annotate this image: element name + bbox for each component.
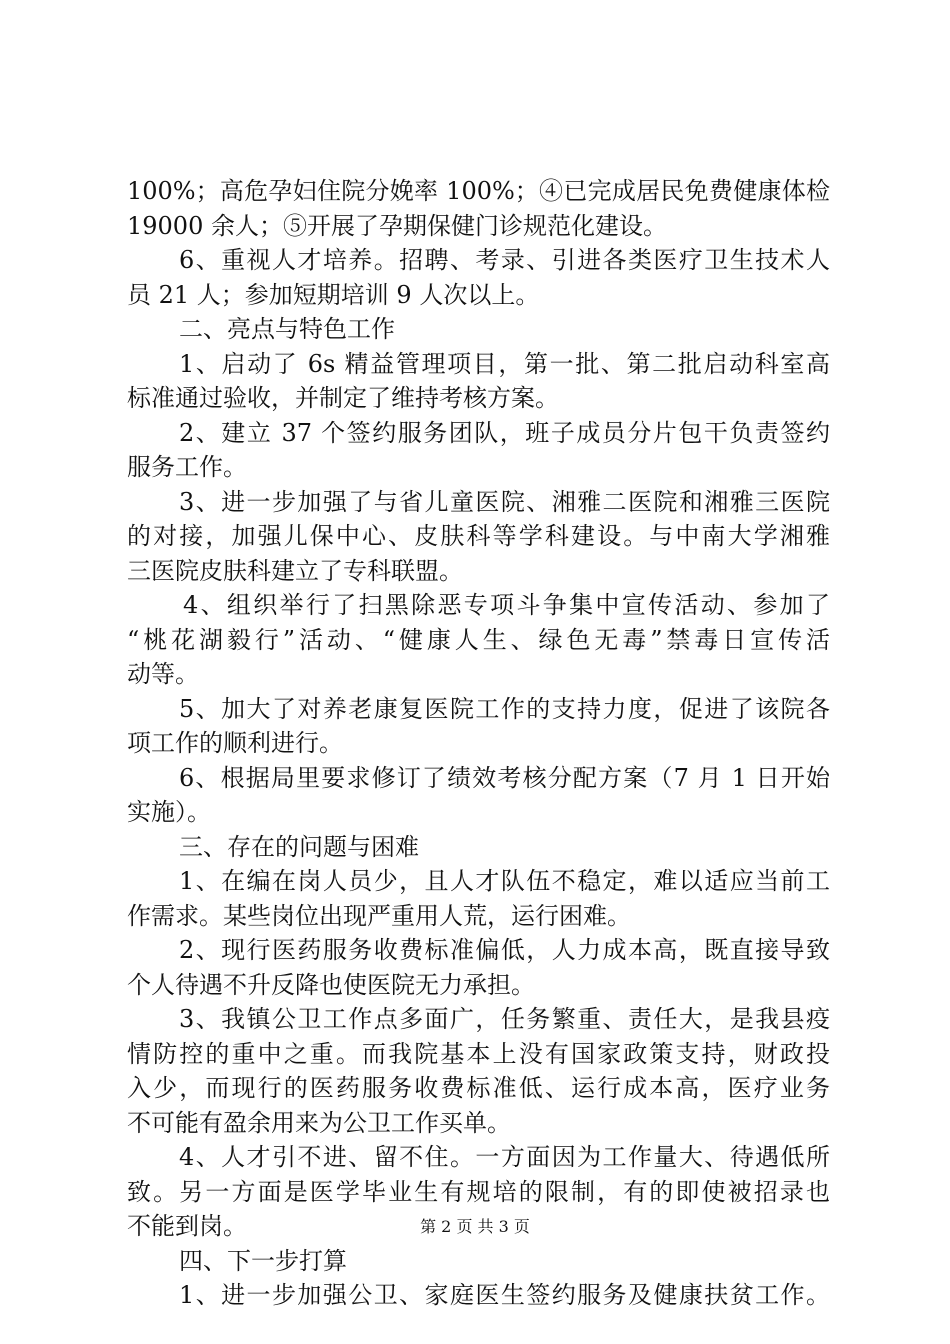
document-body (127, 174, 830, 1313)
text-line: 四、下一步打算 (179, 1246, 347, 1275)
text-line: 4、组织举行了扫黑除恶专项斗争集中宣传活动、参加了 (183, 591, 830, 619)
text-line: 4、人才引不进、留不住。一方面因为工作量大、待遇低所 (179, 1143, 830, 1171)
text-line: 情防控的重中之重。而我院基本上没有国家政策支持，财政投 (127, 1039, 830, 1068)
text-line: 1、进一步加强公卫、家庭医生签约服务及健康扶贫工作。 (179, 1281, 830, 1309)
text-line: 动等。 (127, 660, 199, 688)
text-line: 的对接，加强儿保中心、皮肤科等学科建设。与中南大学湘雅 (127, 522, 830, 550)
text-line: 不可能有盈余用来为公卫工作买单。 (127, 1108, 511, 1137)
text-line: 3、进一步加强了与省儿童医院、湘雅二医院和湘雅三医院 (179, 487, 830, 516)
text-line: 个人待遇不升反降也使医院无力承担。 (127, 970, 535, 999)
page-footer: 第 2 页 共 3 页 (420, 1217, 530, 1236)
text-line: 致。另一方面是医学毕业生有规培的限制，有的即使被招录也 (127, 1177, 830, 1206)
text-line: 6、根据局里要求修订了绩效考核分配方案（7 月 1 日开始 (179, 763, 830, 792)
text-line: 2、现行医药服务收费标准偏低，人力成本高，既直接导致 (179, 936, 830, 964)
text-line: 三医院皮肤科建立了专科联盟。 (127, 556, 463, 585)
text-line: 服务工作。 (127, 453, 247, 481)
text-line: 项工作的顺利进行。 (127, 729, 343, 757)
text-line: 1、在编在岗人员少，且人才队伍不稳定，难以适应当前工 (179, 867, 830, 895)
text-line: 6、重视人才培养。招聘、考录、引进各类医疗卫生技术人 (179, 246, 830, 274)
text-line: 19000 余人；⑤开展了孕期保健门诊规范化建设。 (127, 211, 667, 240)
text-line: 二、亮点与特色工作 (179, 315, 395, 343)
text-line: 入少，而现行的医药服务收费标准低、运行成本高，医疗业务 (127, 1074, 830, 1102)
text-line: 2、建立 37 个签约服务团队，班子成员分片包干负责签约 (179, 418, 830, 447)
text-line: “桃花湖毅行”活动、“健康人生、绿色无毒”禁毒日宣传活 (127, 625, 830, 654)
text-line: 作需求。某些岗位出现严重用人荒，运行困难。 (127, 901, 631, 930)
text-line: 100%；高危孕妇住院分娩率 100%；④已完成居民免费健康体检 (127, 177, 830, 205)
text-line: 实施）。 (127, 798, 211, 826)
text-line: 3、我镇公卫工作点多面广，任务繁重、责任大，是我县疫 (179, 1005, 830, 1033)
text-line: 标准通过验收，并制定了维持考核方案。 (127, 384, 559, 412)
text-line: 员 21 人；参加短期培训 9 人次以上。 (127, 280, 540, 309)
text-line: 三、存在的问题与困难 (179, 832, 419, 861)
text-line: 1、启动了 6s 精益管理项目，第一批、第二批启动科室高 (179, 349, 830, 378)
text-line: 不能到岗。 (127, 1212, 247, 1240)
text-line: 5、加大了对养老康复医院工作的支持力度，促进了该院各 (179, 694, 830, 723)
